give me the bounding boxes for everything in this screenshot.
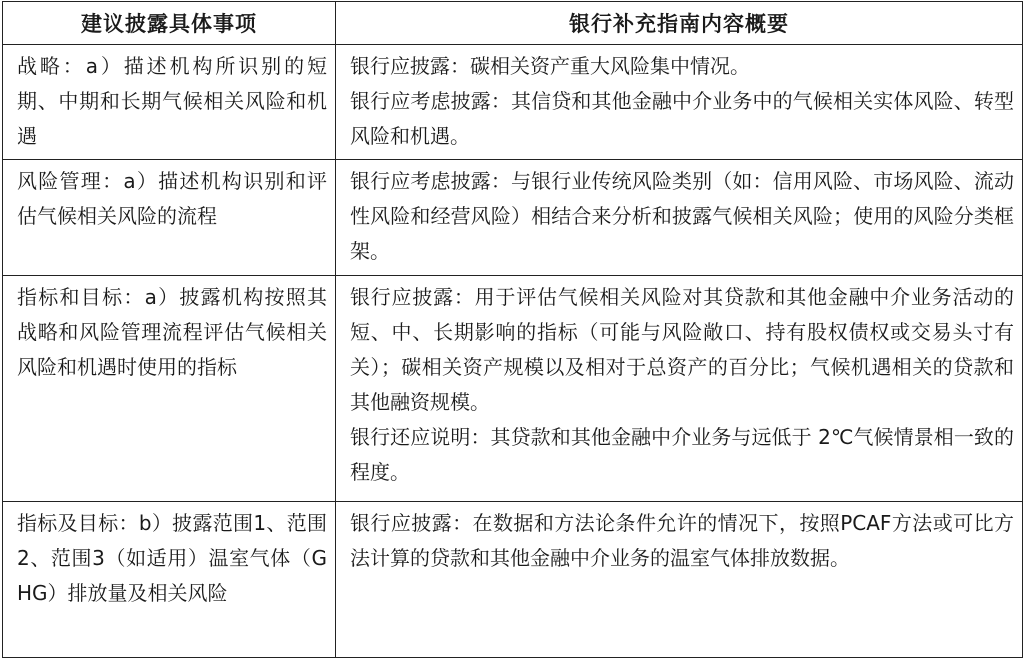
table-cell-guidance [336,44,1023,160]
guidance-paragraph: 银行应披露：用于评估气候相关风险对其贷款和其他金融中介业务活动的短、中、长期影响的指标（可能与风险敞口、持有股权债权或交易头寸有关）；碳相关资产规模以及相对于总资产的百分比；气候机遇相关的贷款和其他融资规模。 [350,284,1014,414]
table-cell-disclosure-item [3,501,336,657]
table-header-row [3,2,1023,45]
table-cell-guidance [336,501,1023,657]
disclosure-item-text: 指标和目标：a）披露机构按照其战略和风险管理流程评估气候相关风险和机遇时使用的指标 [17,284,327,379]
table-row [3,44,1023,160]
disclosure-item-text: 战略：a）描述机构所识别的短期、中期和长期气候相关风险和机遇 [17,53,327,148]
guidance-paragraph: 银行应考虑披露：与银行业传统风险类别（如：信用风险、市场风险、流动性风险和经营风险）相结合来分析和披露气候相关风险；使用的风险分类框架。 [350,169,1014,264]
table-row [3,275,1023,501]
table-cell-guidance [336,275,1023,501]
guidance-paragraph: 银行应披露：碳相关资产重大风险集中情况。 [350,53,750,78]
guidance-paragraph: 银行还应说明：其贷款和其他金融中介业务与远低于 2℃气候情景相一致的程度。 [350,424,1014,484]
disclosure-item-text: 指标及目标：b）披露范围1、范围2、范围3（如适用）温室气体（GHG）排放量及相关风险 [17,510,327,605]
table-cell-disclosure-item [3,275,336,501]
table-row [3,160,1023,276]
guidance-text-block [336,160,1022,273]
disclosure-item-text: 风险管理：a）描述机构识别和评估气候相关风险的流程 [17,169,327,229]
guidance-paragraph: 银行应披露：在数据和方法论条件允许的情况下，按照PCAF方法或可比方法计算的贷款和其他金融中介业务的温室气体排放数据。 [350,510,1014,570]
disclosure-table [2,1,1023,658]
table-cell-guidance [336,160,1023,276]
table-cell-disclosure-item [3,44,336,160]
guidance-text-block [336,45,1022,158]
guidance-paragraph: 银行应考虑披露：其信贷和其他金融中介业务中的气候相关实体风险、转型风险和机遇。 [350,88,1014,148]
guidance-text-block [336,276,1022,494]
column-header-bank-guidance-summary: 银行补充指南内容概要 [336,2,1023,45]
table-cell-disclosure-item [3,160,336,276]
table-row [3,501,1023,657]
column-header-recommended-disclosures: 建议披露具体事项 [3,2,336,45]
guidance-text-block [336,502,1022,580]
